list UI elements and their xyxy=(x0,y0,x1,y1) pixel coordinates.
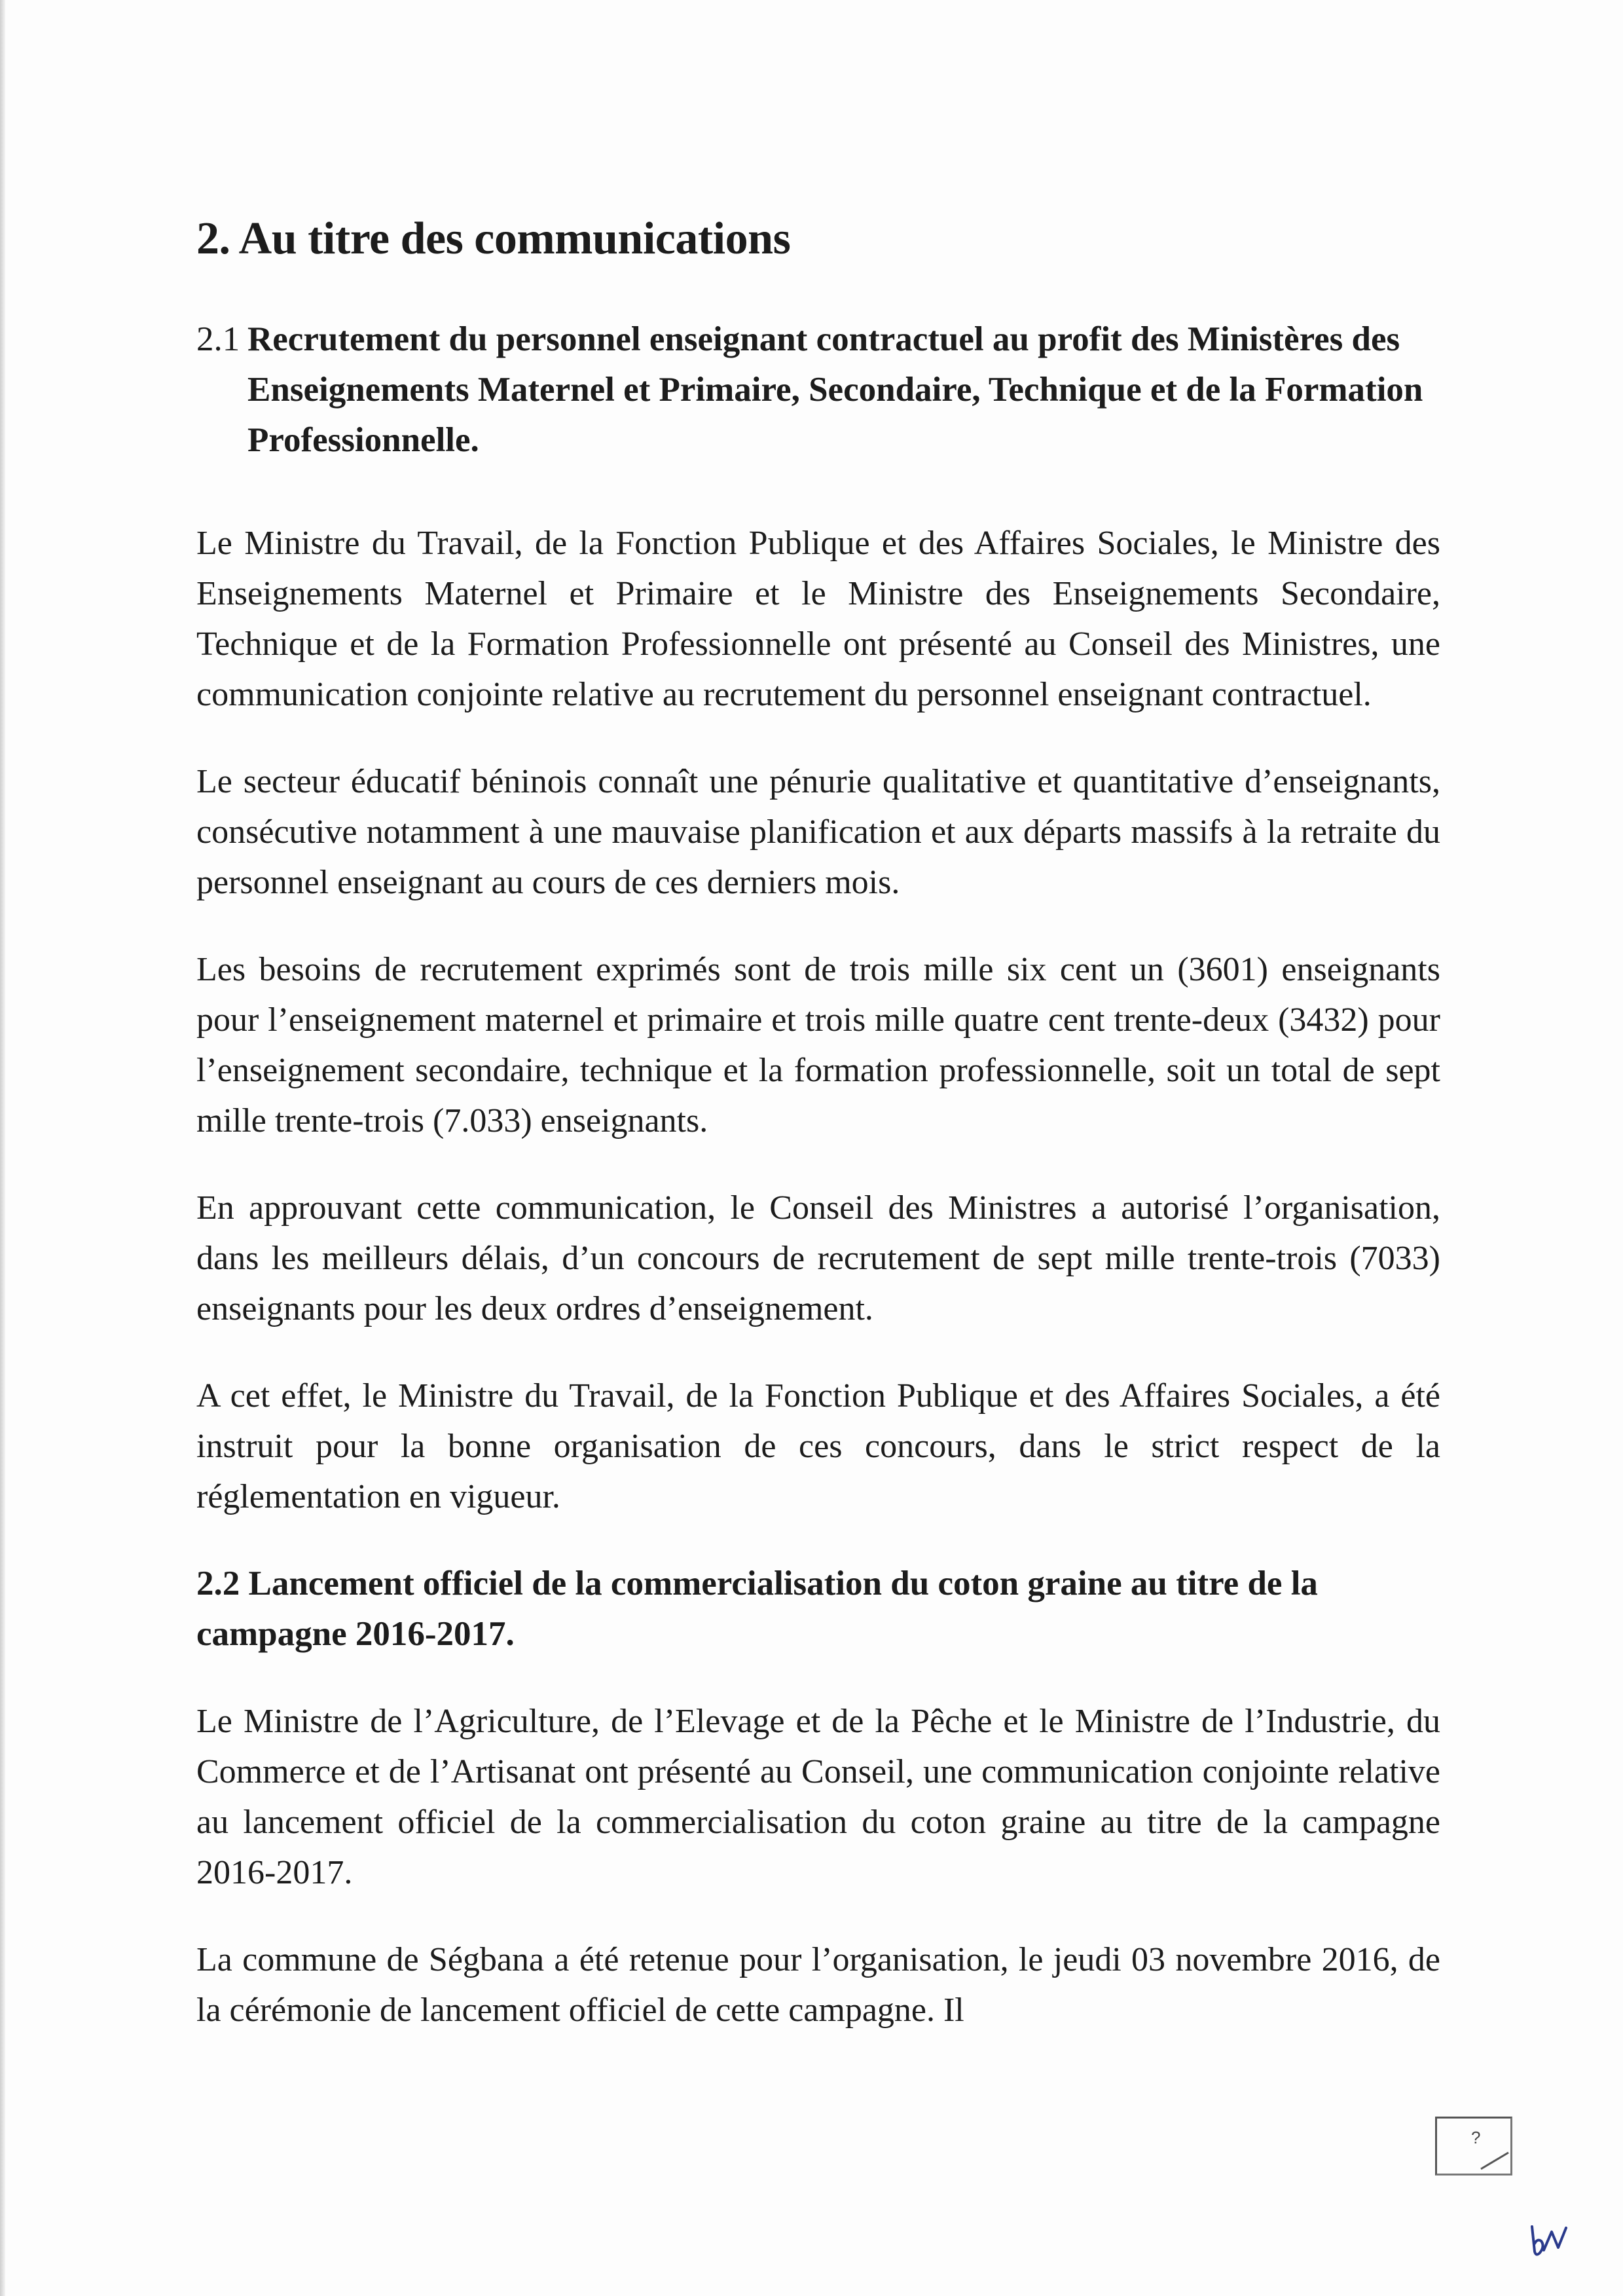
paragraph: La commune de Ségbana a été retenue pour l’organisation, le jeudi 03 novembre 2016, de la cérémonie de lancement officiel de cette campagne. Il xyxy=(196,1941,1440,2029)
subsection-number: 2.1 xyxy=(196,320,240,358)
subsection-heading-2-2: 2.2 Lancement officiel de la commercialisation du coton graine au titre de la campagne 2016-2017. xyxy=(196,1565,1318,1653)
subsection-title: Recrutement du personnel enseignant contractuel au profit des Ministères des Enseignements Maternel et Primaire, Secondaire, Technique et de la Formation Professionnelle. xyxy=(247,320,1423,459)
paragraph: Le Ministre du Travail, de la Fonction Publique et des Affaires Sociales, le Ministre des Enseignements Maternel et Primaire et le Ministre des Enseignements Secondaire, Technique et de la Formation Professionnelle ont présenté au Conseil des Ministres, une communication conjointe relative au recrutement du personnel enseignant contractuel. xyxy=(196,525,1440,713)
handwritten-initials-icon xyxy=(1525,2220,1571,2259)
page-number: ? xyxy=(1471,2128,1481,2147)
page-box-stroke-icon xyxy=(1435,2117,1512,2176)
paragraph: Les besoins de recrutement exprimés sont de trois mille six cent un (3601) enseignants pour l’enseignement maternel et primaire et trois mille quatre cent trente-deux (3432) pour l’enseignement secondaire, technique et la formation professionnelle, soit un total de sept mille trente-trois (7.033) enseignants. xyxy=(196,951,1440,1139)
section-heading: 2. Au titre des communications xyxy=(196,213,791,264)
scan-edge-shadow xyxy=(0,0,5,2296)
paragraph: A cet effet, le Ministre du Travail, de la Fonction Publique et des Affaires Sociales, a été instruit pour la bonne organisation de ces concours, dans le strict respect de la réglementation en vigueur. xyxy=(196,1377,1440,1515)
paragraph: En approuvant cette communication, le Conseil des Ministres a autorisé l’organisation, dans les meilleurs délais, d’un concours de recrutement de sept mille trente-trois (7033) enseignants pour les deux ordres d’enseignement. xyxy=(196,1189,1440,1327)
paragraph: Le secteur éducatif béninois connaît une pénurie qualitative et quantitative d’enseignants, consécutive notamment à une mauvaise planification et aux départs massifs à la retraite du personnel enseignant au cours de ces derniers mois. xyxy=(196,763,1440,901)
paragraph: Le Ministre de l’Agriculture, de l’Elevage et de la Pêche et le Ministre de l’Industrie, du Commerce et de l’Artisanat ont présenté au Conseil, une communication conjointe relative au lancement officiel de la commercialisation du coton graine au titre de la campagne 2016-2017. xyxy=(196,1703,1440,1891)
subsection-heading-2-1 xyxy=(196,314,1440,466)
document-body xyxy=(196,177,1440,2072)
page-number-box xyxy=(1435,2117,1512,2176)
